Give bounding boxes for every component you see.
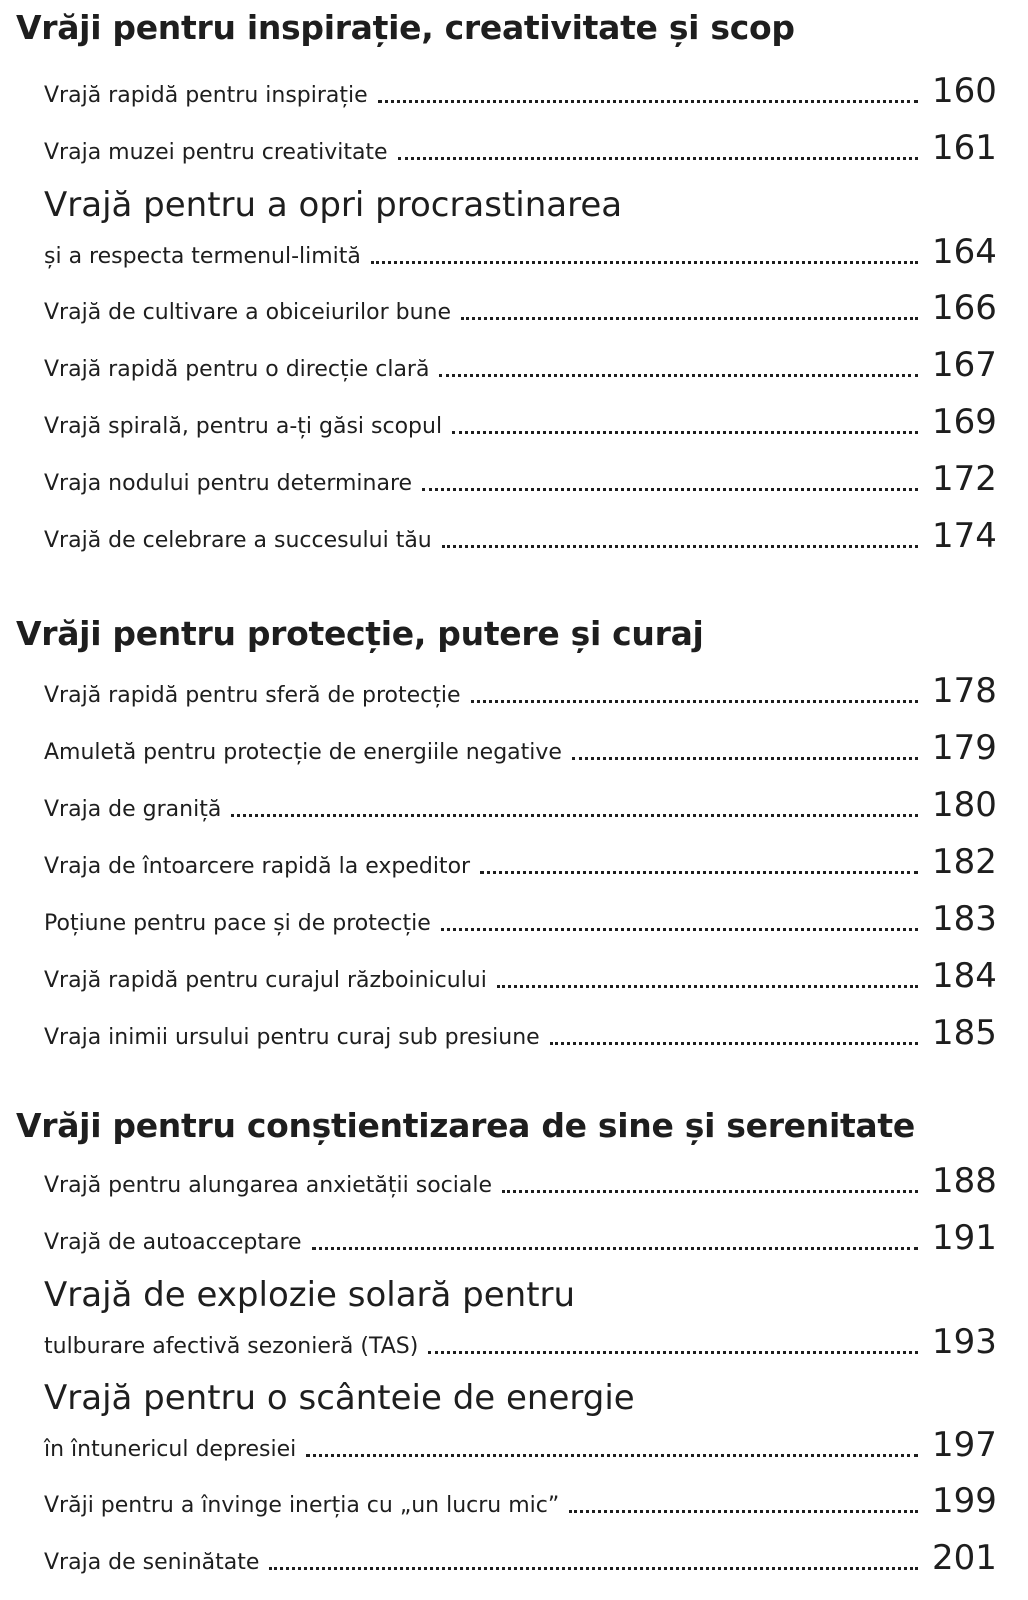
page-number: 201	[932, 1538, 997, 1578]
entry-title: Vrajă de celebrare a succesului tău	[44, 528, 432, 553]
entry-title: Vrăji pentru a învinge inerția cu „un lucru mic”	[44, 1493, 560, 1518]
dot-leader	[502, 1190, 918, 1193]
toc-entry[interactable]	[44, 1215, 997, 1272]
toc-entry[interactable]	[44, 725, 997, 782]
section-title: Vrăji pentru conștientizarea de sine și serenitate	[16, 1106, 915, 1145]
toc-section	[0, 612, 1028, 1067]
toc-section	[0, 1104, 1028, 1592]
toc-entry[interactable]	[44, 68, 997, 125]
page-number: 184	[932, 956, 997, 996]
page-number: 178	[932, 671, 997, 711]
entry-title: Vraja de graniță	[44, 797, 222, 822]
page-number: 174	[932, 516, 997, 556]
entry-title: Amuletă pentru protecție de energiile negative	[44, 740, 562, 765]
entry-title: Vrajă pentru alungarea anxietății sociale	[44, 1173, 493, 1198]
dot-leader	[461, 317, 918, 320]
page-number: 180	[932, 785, 997, 825]
entry-title: Vraja de întoarcere rapidă la expeditor	[44, 854, 471, 879]
entry-title: tulburare afectivă sezonieră (TAS)	[44, 1334, 419, 1359]
page-number: 167	[932, 345, 997, 385]
dot-leader	[371, 261, 918, 264]
dot-leader	[231, 814, 918, 817]
dot-leader	[439, 374, 918, 377]
toc-entry[interactable]	[44, 125, 997, 182]
page-number: 197	[932, 1425, 997, 1465]
page-number: 172	[932, 459, 997, 499]
dot-leader	[422, 488, 918, 491]
toc-entry[interactable]	[44, 1478, 997, 1535]
toc-entry[interactable]	[44, 782, 997, 839]
page-number: 182	[932, 842, 997, 882]
entry-title: Vrajă de cultivare a obiceiurilor bune	[44, 300, 451, 325]
toc-entry[interactable]	[44, 1535, 997, 1592]
toc-entry[interactable]	[44, 182, 997, 285]
entry-title-line1: Vrajă de explozie solară pentru	[44, 1275, 576, 1315]
entry-title: Vrajă rapidă pentru inspirație	[44, 83, 368, 108]
entry-title: Vraja nodului pentru determinare	[44, 471, 413, 496]
toc-entry[interactable]	[44, 513, 997, 570]
page-number: 199	[932, 1481, 997, 1521]
section-title: Vrăji pentru protecție, putere și curaj	[16, 614, 704, 653]
dot-leader	[306, 1454, 918, 1457]
toc-entry[interactable]	[44, 839, 997, 896]
entry-title: Vrajă rapidă pentru o direcție clară	[44, 357, 430, 382]
toc-section	[0, 6, 1028, 570]
entry-title: Vrajă rapidă pentru curajul războinicului	[44, 968, 487, 993]
dot-leader	[497, 985, 918, 988]
page-number: 169	[932, 402, 997, 442]
page-number: 183	[932, 899, 997, 939]
page-number: 166	[932, 288, 997, 328]
entry-title: Vraja de seninătate	[44, 1550, 260, 1575]
toc-entry[interactable]	[44, 1010, 997, 1067]
toc-entry[interactable]	[44, 896, 997, 953]
dot-leader	[452, 431, 918, 434]
toc-entry[interactable]	[44, 668, 997, 725]
toc-entry[interactable]	[44, 1375, 997, 1478]
page-number: 193	[932, 1322, 997, 1362]
page-number: 185	[932, 1013, 997, 1053]
entry-title-line1: Vrajă pentru o scânteie de energie	[44, 1378, 635, 1418]
dot-leader	[269, 1567, 918, 1570]
dot-leader	[569, 1510, 918, 1513]
dot-leader	[442, 545, 918, 548]
page-number: 161	[932, 128, 997, 168]
entry-title: Vrajă spirală, pentru a-ți găsi scopul	[44, 414, 443, 439]
dot-leader	[441, 928, 918, 931]
entry-title: Vrajă de autoacceptare	[44, 1230, 302, 1255]
toc-entry[interactable]	[44, 1272, 997, 1375]
entry-title: Vraja muzei pentru creativitate	[44, 140, 388, 165]
toc-entry[interactable]	[44, 285, 997, 342]
entry-title: Vraja inimii ursului pentru curaj sub presiune	[44, 1025, 540, 1050]
entry-title-line1: Vrajă pentru a opri procrastinarea	[44, 185, 623, 225]
entry-title: Poțiune pentru pace și de protecție	[44, 911, 431, 936]
dot-leader	[312, 1247, 918, 1250]
toc-entry[interactable]	[44, 953, 997, 1010]
toc-entry[interactable]	[44, 1158, 997, 1215]
page-number: 191	[932, 1218, 997, 1258]
dot-leader	[471, 700, 918, 703]
dot-leader	[550, 1042, 918, 1045]
toc-entry[interactable]	[44, 342, 997, 399]
entry-title: în întunericul depresiei	[44, 1437, 297, 1462]
toc-entry[interactable]	[44, 456, 997, 513]
dot-leader	[428, 1351, 918, 1354]
page-number: 188	[932, 1161, 997, 1201]
entry-title: Vrajă rapidă pentru sferă de protecție	[44, 683, 461, 708]
dot-leader	[572, 757, 918, 760]
dot-leader	[378, 100, 918, 103]
page-number: 179	[932, 728, 997, 768]
page-number: 160	[932, 71, 997, 111]
page-number: 164	[932, 232, 997, 272]
toc-entry[interactable]	[44, 399, 997, 456]
entry-title: și a respecta termenul-limită	[44, 244, 361, 269]
dot-leader	[398, 157, 918, 160]
section-title: Vrăji pentru inspirație, creativitate și scop	[16, 8, 795, 47]
dot-leader	[480, 871, 918, 874]
